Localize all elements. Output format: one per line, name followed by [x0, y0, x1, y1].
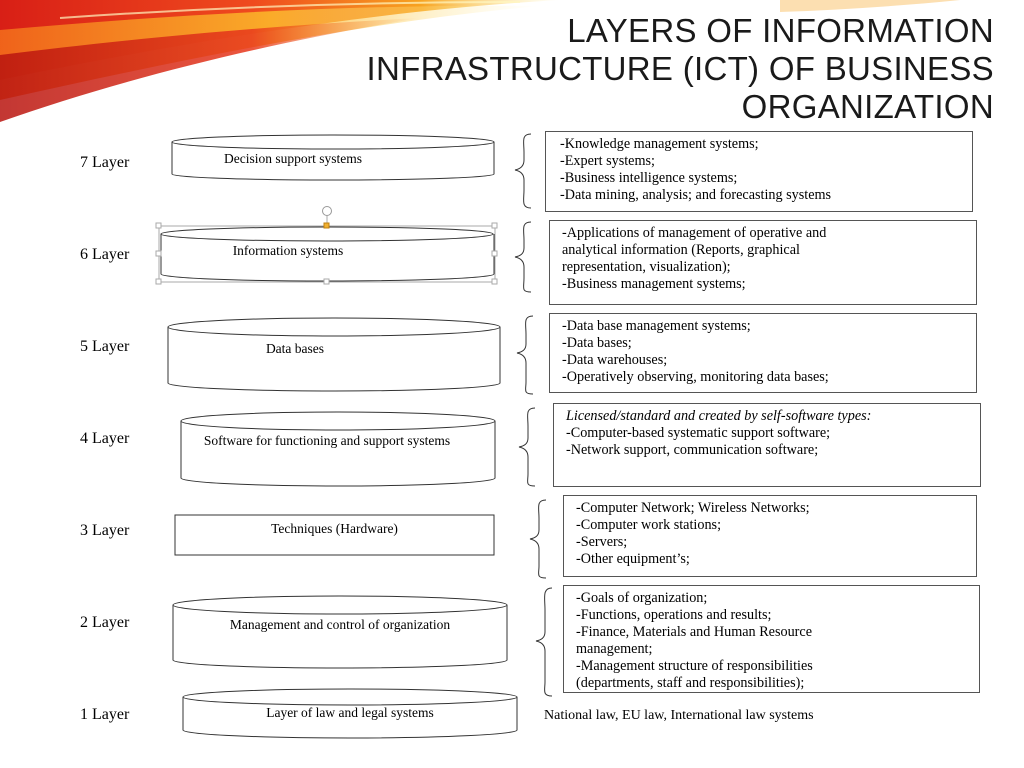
selection-handle[interactable]: [492, 223, 497, 228]
layer-label-4: 4 Layer: [80, 430, 130, 447]
brace-layer-4: [519, 408, 535, 486]
title-line-3: ORGANIZATION: [741, 88, 994, 125]
description-box-layer-5: [549, 313, 977, 393]
title-line-1: LAYERS OF INFORMATION: [567, 12, 994, 49]
description-line: -Knowledge management systems;: [560, 136, 759, 152]
shape-label-6: Information systems: [232, 243, 344, 258]
description-line: -Functions, operations and results;: [576, 607, 772, 623]
brace-layer-6: [515, 222, 531, 292]
description-line: -Goals of organization;: [576, 590, 708, 606]
brace-layer-7: [515, 134, 531, 208]
description-line: -Data warehouses;: [562, 352, 668, 368]
description-box-layer-7: [545, 131, 973, 212]
description-line: -Expert systems;: [560, 153, 655, 169]
description-line: -Computer Network; Wireless Networks;: [576, 500, 810, 516]
description-line: -Data bases;: [562, 335, 632, 351]
layer-label-6: 6 Layer: [80, 246, 130, 263]
brace-layer-2: [536, 588, 552, 696]
description-line: -Other equipment’s;: [576, 551, 690, 567]
title-line-2: INFRASTRUCTURE (ICT) OF BUSINESS: [366, 50, 994, 87]
selection-handle[interactable]: [492, 279, 497, 284]
description-line: -Data mining, analysis; and forecasting systems: [560, 187, 832, 203]
shape-label-4: Software for functioning and support systems: [203, 433, 451, 448]
shape-label-1: Layer of law and legal systems: [266, 705, 434, 720]
description-box-layer-3: [563, 495, 977, 577]
layer-label-5: 5 Layer: [80, 338, 130, 355]
description-line: -Computer work stations;: [576, 517, 722, 533]
cylinder-layer-4: [181, 412, 495, 486]
selection-handle[interactable]: [324, 279, 329, 284]
brace-layer-3: [530, 500, 546, 578]
shape-label-7: Decision support systems: [224, 151, 362, 166]
shape-label-2: Management and control of organization: [229, 617, 451, 632]
description-line: -Finance, Materials and Human Resource: [576, 624, 812, 640]
shape-label-5: Data bases: [265, 341, 325, 356]
description-line: (departments, staff and responsibilities);: [576, 675, 805, 691]
description-line: analytical information (Reports, graphical: [562, 242, 800, 258]
description-line: -Data base management systems;: [562, 318, 751, 334]
description-line: -Business intelligence systems;: [560, 170, 738, 186]
layer-label-1: 1 Layer: [80, 706, 130, 723]
description-line: -Applications of management of operative and: [562, 225, 827, 241]
layer-label-3: 3 Layer: [80, 522, 130, 539]
description-line: -Servers;: [576, 534, 628, 550]
description-line: -Business management systems;: [562, 276, 746, 292]
selection-handle[interactable]: [492, 251, 497, 256]
layer-label-2: 2 Layer: [80, 614, 130, 631]
description-line: -Management structure of responsibilities: [576, 658, 813, 674]
description-line: -Network support, communication software;: [566, 442, 819, 458]
description-line: representation, visualization);: [562, 259, 731, 275]
description-box-layer-2: [563, 585, 980, 693]
description-layer-1: National law, EU law, International law systems: [544, 708, 814, 723]
brace-layer-5: [517, 316, 533, 394]
selection-handle[interactable]: [156, 279, 161, 284]
description-heading: Licensed/standard and created by self-software types:: [566, 408, 872, 424]
description-line: management;: [576, 641, 653, 657]
description-line: -Computer-based systematic support software;: [566, 425, 831, 441]
description-box-layer-4: [553, 403, 981, 487]
selection-handle[interactable]: [156, 223, 161, 228]
selection-handle[interactable]: [324, 223, 329, 228]
description-line: -Operatively observing, monitoring data bases;: [562, 369, 829, 385]
shape-label-3: Techniques (Hardware): [271, 521, 398, 536]
description-box-layer-6: [549, 220, 977, 305]
layer-label-7: 7 Layer: [80, 154, 130, 171]
